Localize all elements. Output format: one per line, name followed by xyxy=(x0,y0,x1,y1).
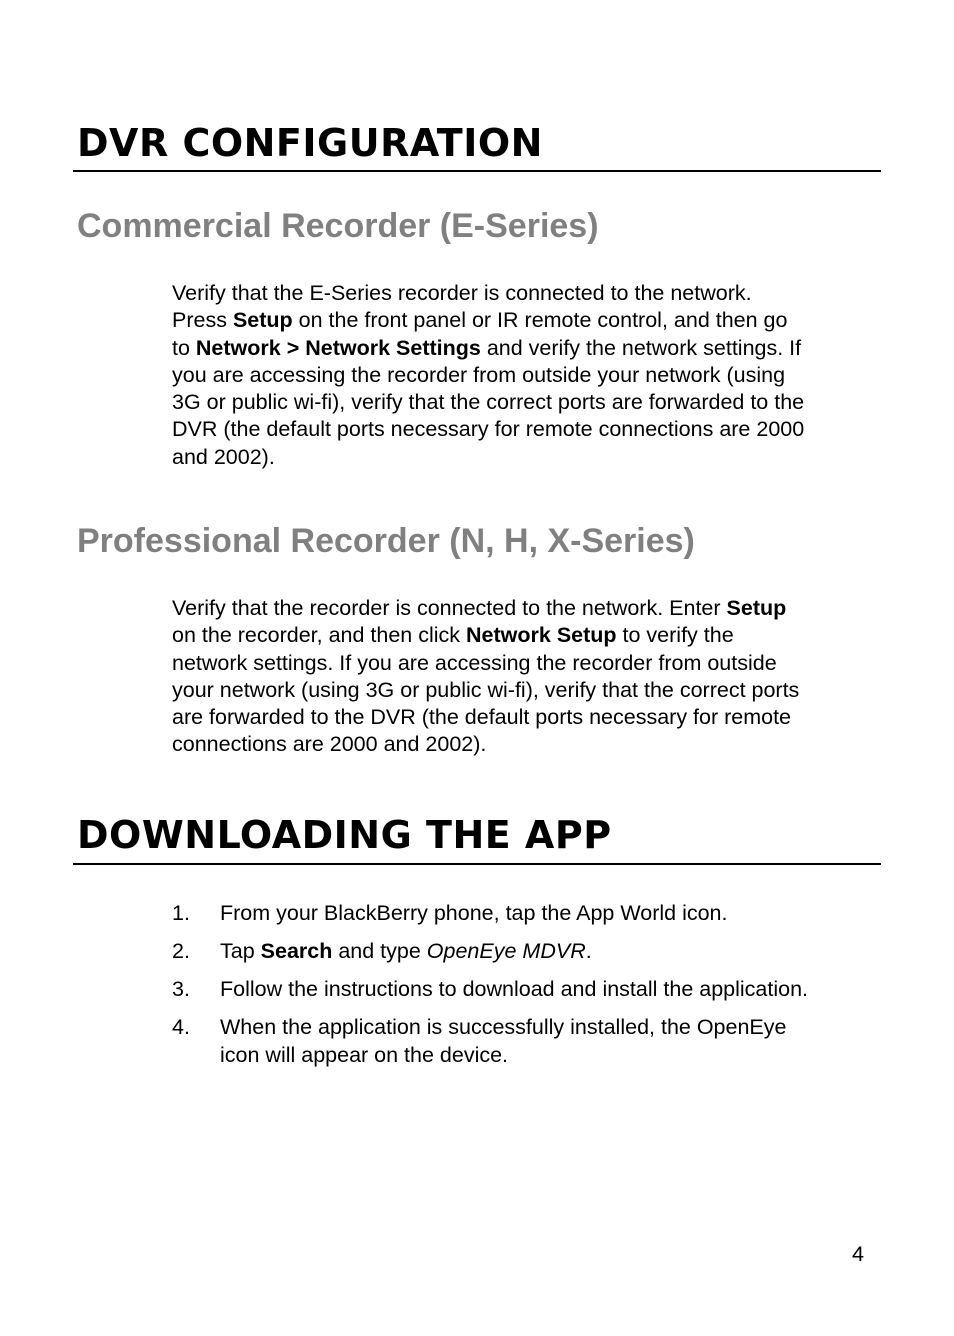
text-line: on the recorder, and then click Network Setup to verify the xyxy=(172,623,734,648)
text-line: you are accessing the recorder from outside your network (using xyxy=(172,362,786,387)
italic-term: OpenEye MDVR xyxy=(426,939,586,963)
text-line: connections are 2000 and 2002). xyxy=(172,732,487,757)
text-line: network settings. If you are accessing the recorder from outside xyxy=(172,650,777,675)
text-line: 3G or public wi-fi), verify that the correct ports are forwarded to the xyxy=(172,390,805,415)
step-number: 1. xyxy=(172,901,190,925)
steps-list xyxy=(172,899,882,1069)
step-text: Follow the instructions to download and install the application. xyxy=(220,977,809,1001)
text-line: DVR (the default ports necessary for remote connections are 2000 xyxy=(172,417,805,442)
step-text: Tap Search and type OpenEye MDVR. xyxy=(220,939,592,963)
step-number: 2. xyxy=(172,939,190,963)
heading-commercial-recorder: Commercial Recorder (E-Series) xyxy=(77,207,599,245)
text-line: are forwarded to the DVR (the default ports necessary for remote xyxy=(172,705,792,730)
paragraph-professional xyxy=(172,595,882,759)
heading-professional-recorder: Professional Recorder (N, H, X-Series) xyxy=(77,522,695,560)
step-text: From your BlackBerry phone, tap the App World icon. xyxy=(220,901,728,925)
list-item xyxy=(172,899,882,927)
step-text: When the application is successfully installed, the OpenEye icon will appear on the device. xyxy=(220,1015,787,1067)
text-line: to Network > Network Settings and verify the network settings. If xyxy=(172,335,802,360)
step-number: 3. xyxy=(172,977,190,1001)
section-rule xyxy=(73,170,881,172)
paragraph-commercial xyxy=(172,280,882,471)
section-title-downloading-the-app: DOWNLOADING THE APP xyxy=(77,813,612,857)
text-line: your network (using 3G or public wi-fi), verify that the correct ports xyxy=(172,677,800,702)
text-line: Verify that the E-Series recorder is connected to the network. xyxy=(172,281,752,305)
text-line: and 2002). xyxy=(172,444,275,469)
list-item xyxy=(172,937,882,965)
bold-term: Setup xyxy=(726,596,787,620)
list-item xyxy=(172,975,882,1003)
page-number: 4 xyxy=(852,1242,864,1266)
bold-term: Network Setup xyxy=(466,623,617,648)
section-rule xyxy=(73,863,881,865)
text-line: Press Setup on the front panel or IR remote control, and then go xyxy=(172,308,788,333)
list-item xyxy=(172,1013,882,1069)
step-number: 4. xyxy=(172,1015,190,1039)
bold-term: Setup xyxy=(232,308,293,333)
text-line: Verify that the recorder is connected to the network. Enter Setup xyxy=(172,596,787,620)
section-title-dvr-configuration: DVR CONFIGURATION xyxy=(77,121,543,165)
bold-term: Network > Network Settings xyxy=(195,335,481,360)
bold-term: Search xyxy=(260,939,333,963)
